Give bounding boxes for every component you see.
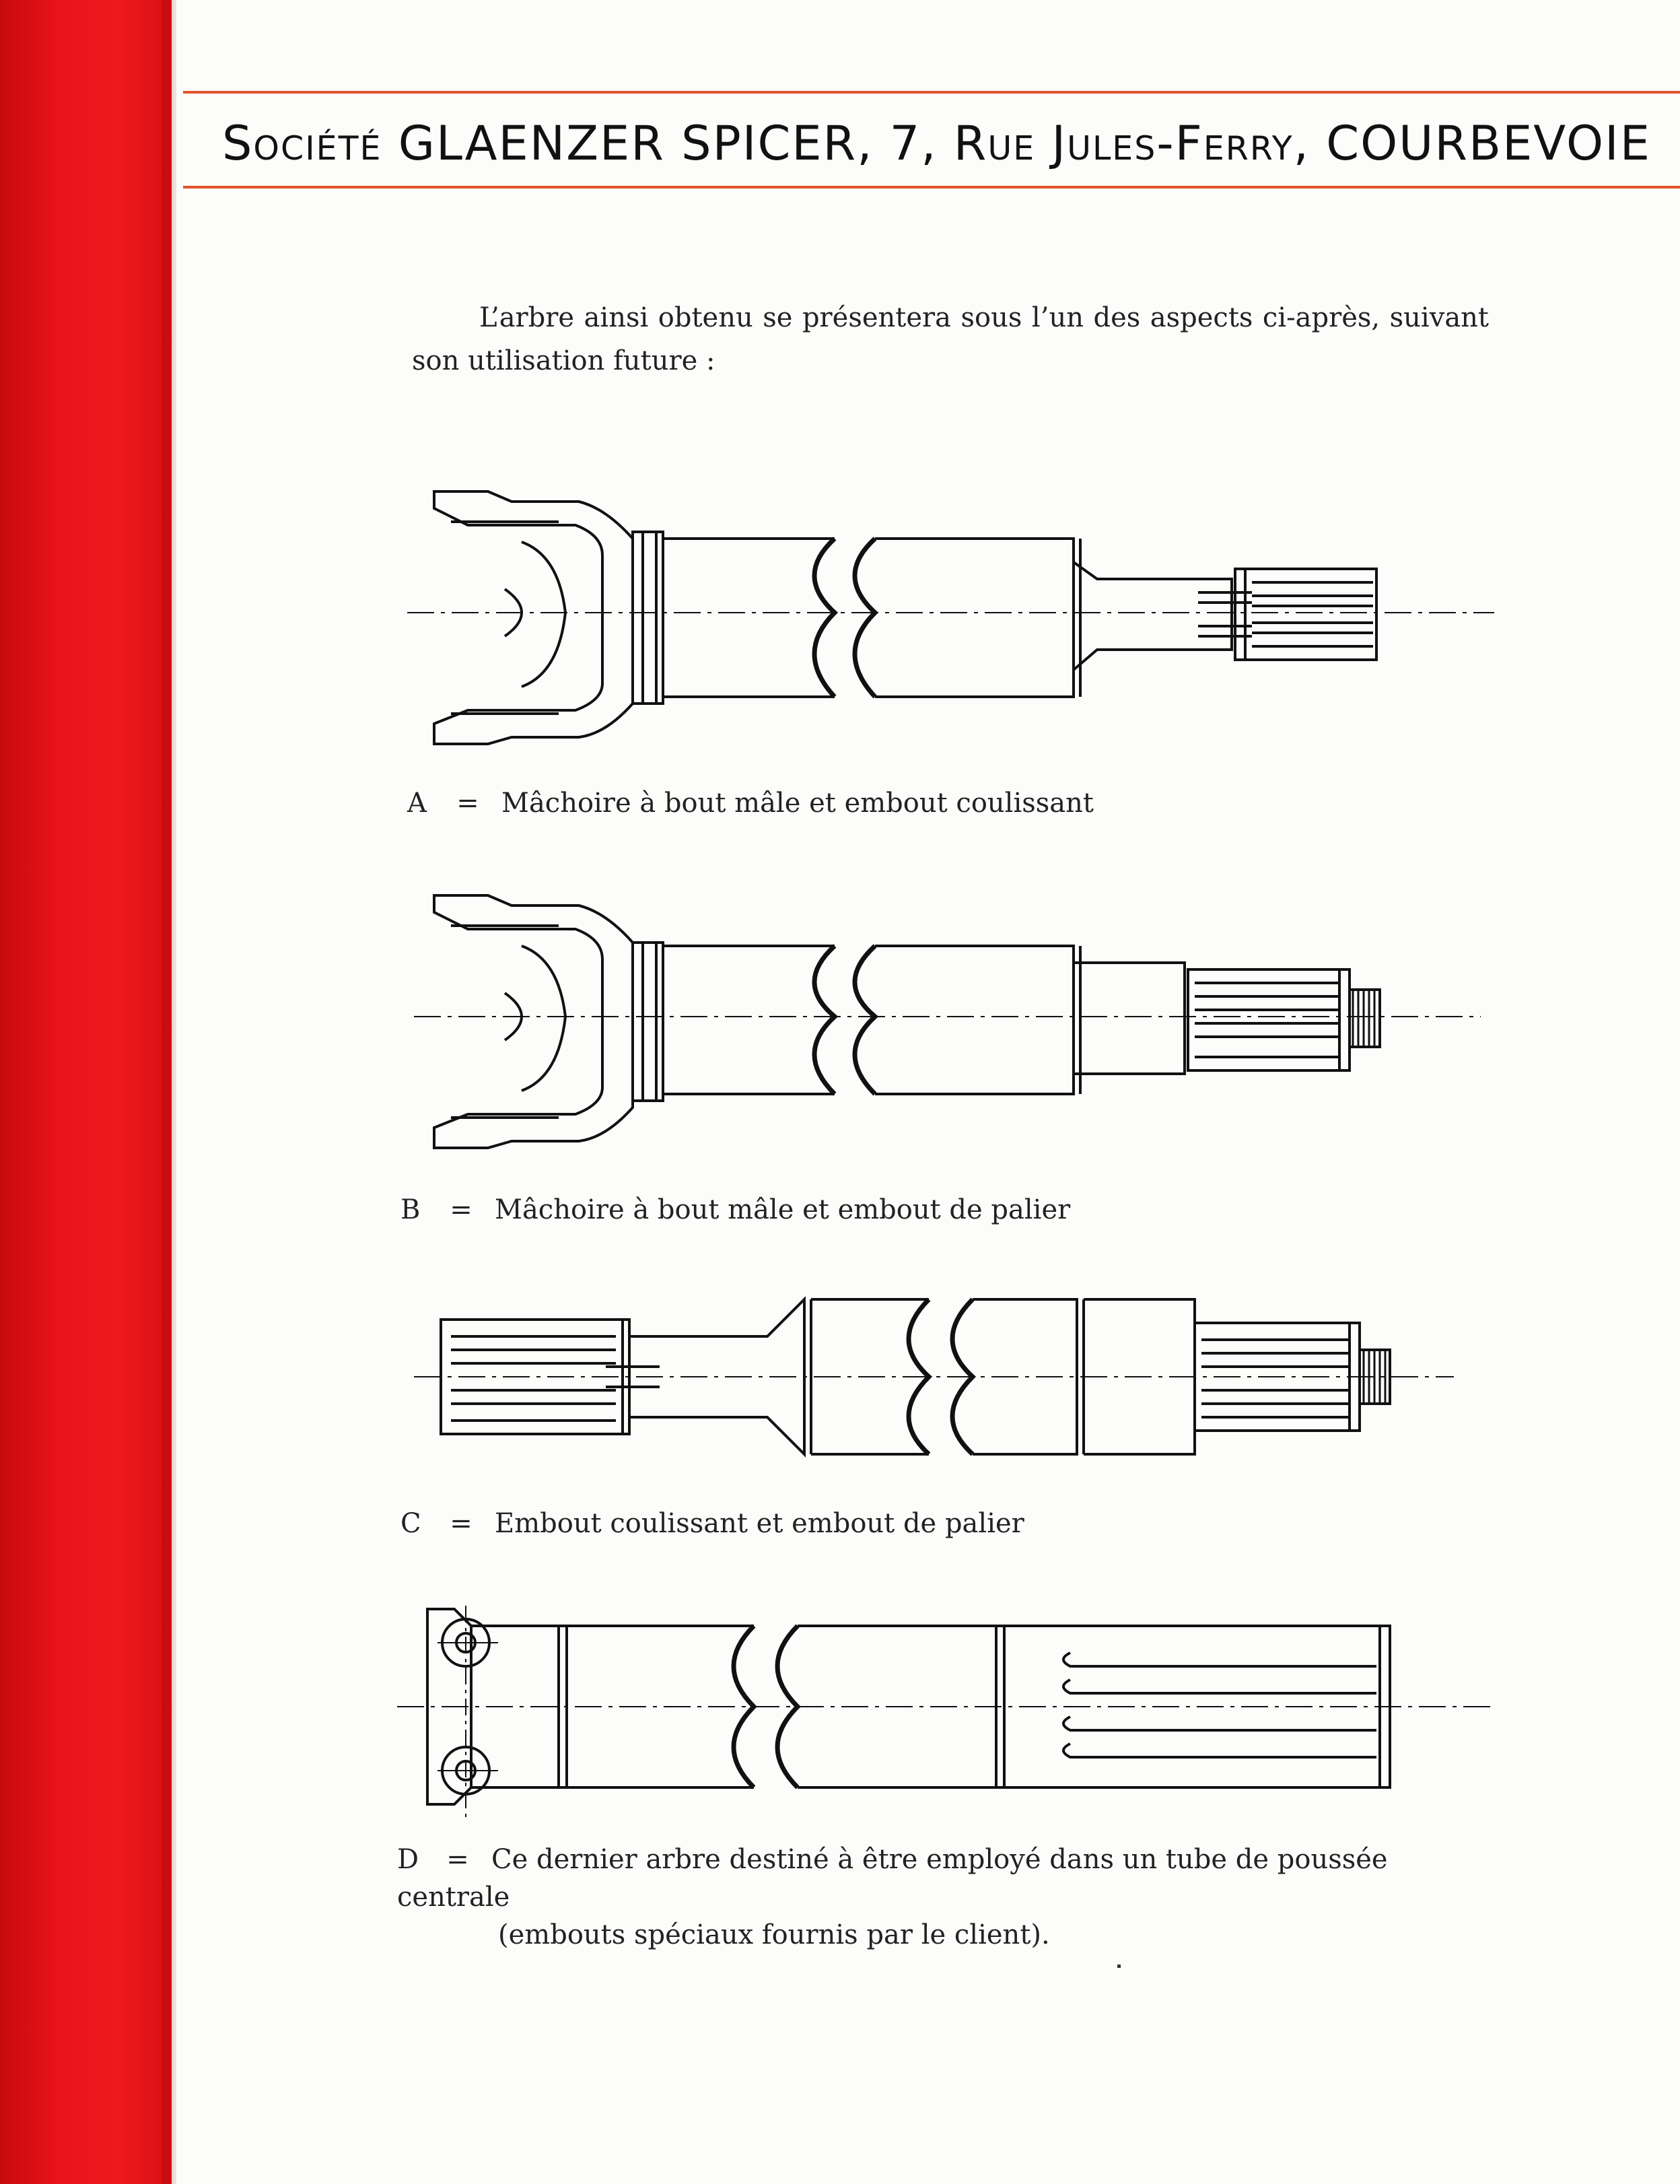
intro-paragraph: L’arbre ainsi obtenu se présentera sous l’un des aspects ci-après, suivant son utilisation future : <box>412 302 1489 376</box>
caption-a-letter: A <box>407 788 427 819</box>
caption-a-text: Mâchoire à bout mâle et embout coulissant <box>501 788 1094 819</box>
caption-c-equals: = <box>450 1508 473 1539</box>
caption-d-equals: = <box>446 1844 469 1875</box>
caption-c-text: Embout coulissant et embout de palier <box>495 1508 1024 1539</box>
figure-c-drawing <box>404 1289 1508 1464</box>
caption-b-equals: = <box>450 1194 473 1225</box>
figure-b-drawing <box>404 885 1508 1155</box>
page-header-title: Société GLAENZER SPICER, 7, Rue Jules-Ferry, COURBEVOIE <box>222 116 1651 171</box>
header-rule-bottom <box>183 186 1680 189</box>
caption-a <box>407 788 1094 819</box>
red-binding-spine <box>0 0 172 2184</box>
figure-a-drawing <box>404 481 1508 751</box>
page-mark-dot <box>1117 1965 1121 1968</box>
caption-a-equals: = <box>456 788 479 819</box>
caption-c-letter: C <box>400 1508 421 1539</box>
figure-d-drawing <box>390 1599 1508 1835</box>
caption-c <box>400 1508 1024 1539</box>
caption-b-letter: B <box>400 1194 421 1225</box>
header-rule-top <box>183 91 1680 94</box>
caption-d-letter: D <box>397 1844 419 1875</box>
caption-d-text-line1: Ce dernier arbre destiné à être employé dans un tube de poussée centrale <box>397 1844 1388 1913</box>
caption-d <box>397 1841 1501 1954</box>
caption-d-text-line2: (embouts spéciaux fournis par le client). <box>498 1919 1050 1950</box>
caption-b <box>400 1194 1070 1225</box>
caption-b-text: Mâchoire à bout mâle et embout de palier <box>495 1194 1071 1225</box>
